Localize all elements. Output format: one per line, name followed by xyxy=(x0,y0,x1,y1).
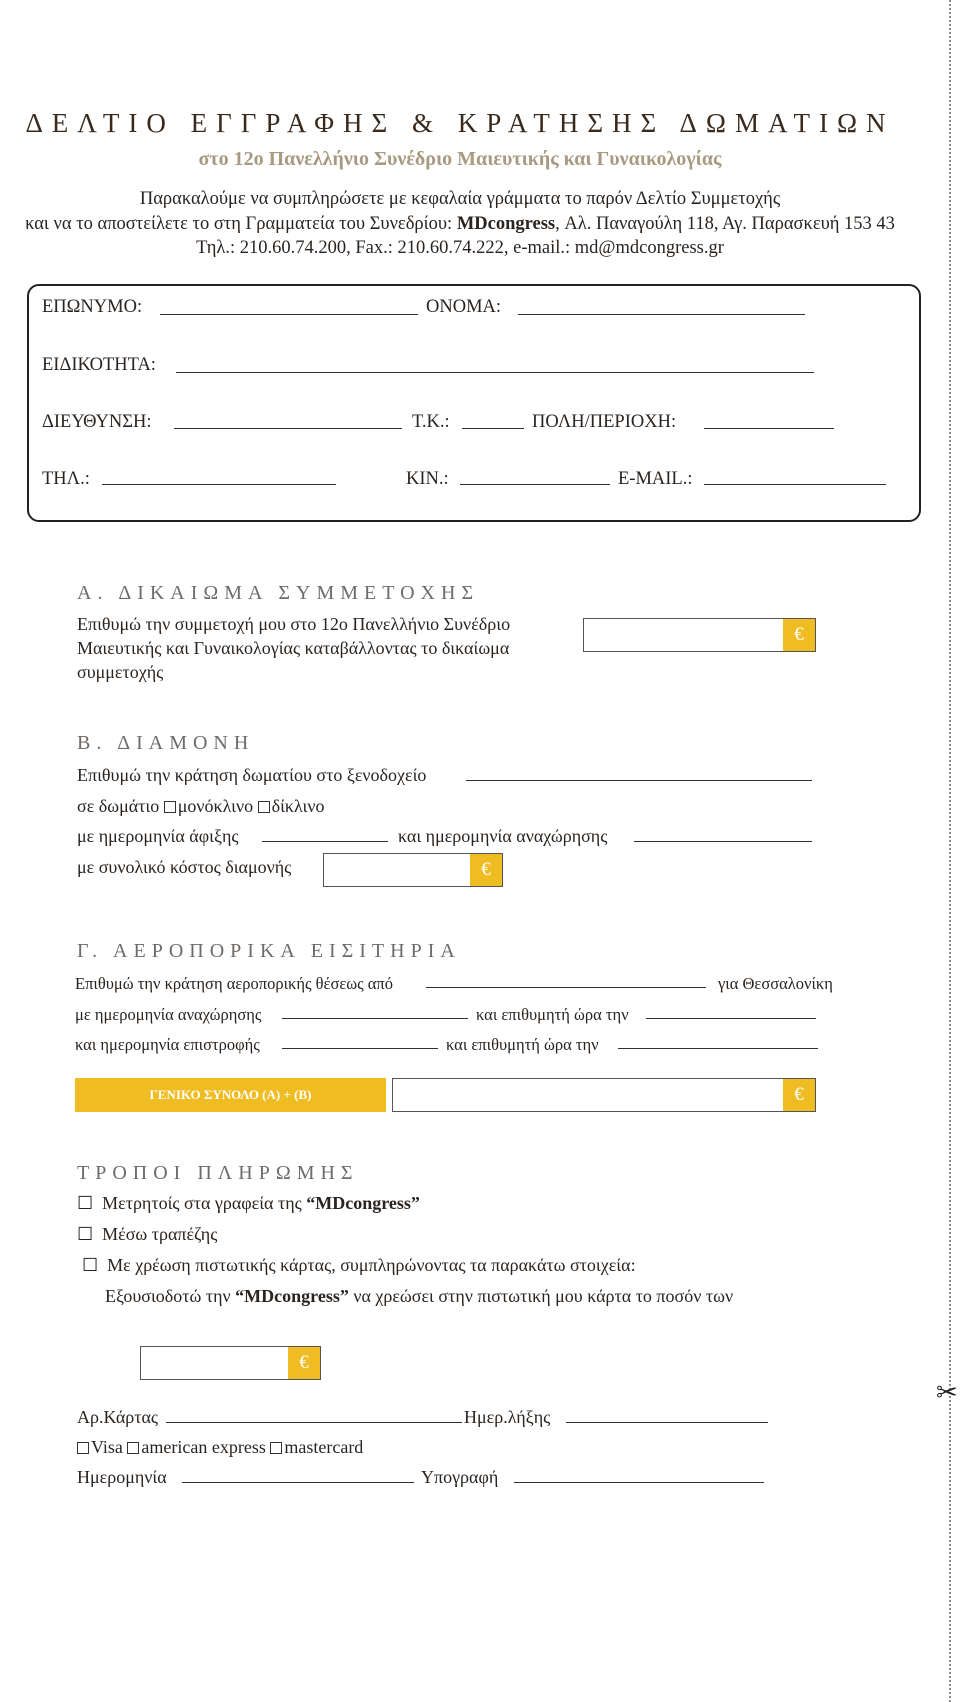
flight-departure-date-field[interactable] xyxy=(282,1018,468,1019)
phone-label: ΤΗΛ.: xyxy=(42,469,90,489)
section-b-heading: Β. ΔΙΑΜΟΝΗ xyxy=(77,732,255,754)
payment-card-option: ☐ Με χρέωση πιστωτικής κάρτας, συμπληρώνοντας τα παρακάτω στοιχεία: xyxy=(82,1255,636,1275)
date-label: Ημερομηνία xyxy=(77,1467,167,1487)
cash-checkbox[interactable]: ☐ xyxy=(77,1193,94,1213)
intro-line-1: Παρακαλούμε να συμπληρώσετε με κεφαλαία γράμματα το παρόν Δελτίο Συμμετοχής xyxy=(139,189,781,209)
intro-line-2: και να το αποστείλετε το στη Γραμματεία του Συνεδρίου: MDcongress, Αλ. Παναγούλη 118, Αγ. Παρασκευή 153 43 xyxy=(25,214,895,234)
email-field[interactable] xyxy=(704,484,886,485)
stay-cost-field[interactable] xyxy=(323,853,503,887)
phone-field[interactable] xyxy=(102,484,336,485)
section-a-heading: Α. ΔΙΚΑΙΩΜΑ ΣΥΜΜΕΤΟΧΗΣ xyxy=(77,582,480,604)
bank-checkbox[interactable]: ☐ xyxy=(77,1224,94,1244)
card-expiry-label: Ημερ.λήξης xyxy=(464,1407,551,1427)
date-field[interactable] xyxy=(182,1482,414,1483)
arrival-date-field[interactable] xyxy=(262,841,388,842)
registration-fee-field[interactable] xyxy=(583,618,816,652)
grand-total-label: ΓΕΝΙΚΟ ΣΥΝΟΛΟ (Α) + (Β) xyxy=(75,1078,386,1112)
brand-name: “MDcongress” xyxy=(306,1193,420,1213)
postcode-field[interactable] xyxy=(462,428,524,429)
mobile-label: ΚΙΝ.: xyxy=(406,469,449,489)
personal-details-box xyxy=(27,284,921,522)
flight-departure-label: με ημερομηνία αναχώρησης xyxy=(75,1005,262,1024)
double-room-checkbox[interactable] xyxy=(258,801,270,813)
euro-icon: € xyxy=(288,1347,320,1379)
payment-cash-option: ☐ Μετρητοίς στα γραφεία της “MDcongress” xyxy=(77,1193,420,1213)
card-number-label: Αρ.Κάρτας xyxy=(77,1407,159,1427)
form-subtitle: στο 12ο Πανελλήνιο Συνέδριο Μαιευτικής και Γυναικολογίας xyxy=(198,148,722,170)
surname-field[interactable] xyxy=(160,314,418,315)
payment-authorization: Εξουσιοδοτώ την “MDcongress” να χρεώσει στην πιστωτική μου κάρτα το ποσόν των xyxy=(105,1286,734,1306)
hotel-label: Επιθυμώ την κράτηση δωματίου στο ξενοδοχείο xyxy=(77,765,427,785)
hotel-field[interactable] xyxy=(466,780,812,781)
section-a-text-1: Επιθυμώ την συμμετοχή μου στο 12ο Πανελλήνιο Συνέδριο xyxy=(77,614,511,634)
section-a-text-2: Μαιευτικής και Γυναικολογίας καταβάλλοντας το δικαίωμα xyxy=(77,638,510,658)
intro-line-3: Τηλ.: 210.60.74.200, Fax.: 210.60.74.222, e-mail.: md@mdcongress.gr xyxy=(196,238,724,258)
address-field[interactable] xyxy=(174,428,402,429)
city-field[interactable] xyxy=(704,428,834,429)
amex-checkbox[interactable] xyxy=(127,1442,139,1454)
payment-bank-option: ☐ Μέσω τραπέζης xyxy=(77,1224,218,1244)
card-type-row: Visa american express mastercard xyxy=(77,1437,363,1458)
address-label: ΔΙΕΥΘΥΝΣΗ: xyxy=(42,412,152,432)
brand-name: “MDcongress” xyxy=(235,1286,349,1306)
euro-icon: € xyxy=(470,854,502,886)
euro-icon: € xyxy=(783,619,815,651)
mastercard-checkbox[interactable] xyxy=(270,1442,282,1454)
flight-departure-time-field[interactable] xyxy=(646,1018,816,1019)
flight-from-label: Επιθυμώ την κράτηση αεροπορικής θέσεως από xyxy=(75,974,394,993)
flight-return-label: και ημερομηνία επιστροφής xyxy=(75,1035,260,1054)
name-field[interactable] xyxy=(518,314,805,315)
flight-return-date-field[interactable] xyxy=(282,1048,438,1049)
city-label: ΠΟΛΗ/ΠΕΡΙΟΧΗ: xyxy=(532,412,677,432)
mobile-field[interactable] xyxy=(460,484,610,485)
flight-return-time-label: και επιθυμητή ώρα την xyxy=(446,1035,599,1054)
single-room-checkbox[interactable] xyxy=(164,801,176,813)
section-c-heading: Γ. ΑΕΡΟΠΟΡΙΚΑ ΕΙΣΙΤΗΡΙΑ xyxy=(77,940,461,962)
card-amount-field[interactable] xyxy=(140,1346,321,1380)
specialty-label: ΕΙΔΙΚΟΤΗΤΑ: xyxy=(42,355,156,375)
specialty-field[interactable] xyxy=(176,372,814,373)
flight-to-label: για Θεσσαλονίκη xyxy=(718,974,833,993)
cut-line xyxy=(949,0,951,1702)
section-a-text-3: συμμετοχής xyxy=(77,662,164,682)
grand-total-field[interactable] xyxy=(392,1078,816,1112)
euro-icon: € xyxy=(783,1079,815,1111)
flight-from-field[interactable] xyxy=(426,987,706,988)
signature-label: Υπογραφή xyxy=(421,1467,499,1487)
form-title: ΔΕΛΤΙΟ ΕΓΓΡΑΦΗΣ & ΚΡΑΤΗΣΗΣ ΔΩΜΑΤΙΩΝ xyxy=(25,108,895,138)
payment-heading: ΤΡΟΠΟΙ ΠΛΗΡΩΜΗΣ xyxy=(77,1162,359,1184)
arrival-label: με ημερομηνία άφιξης xyxy=(77,826,239,846)
flight-return-time-field[interactable] xyxy=(618,1048,818,1049)
postcode-label: Τ.Κ.: xyxy=(412,412,450,432)
surname-label: ΕΠΩΝΥΜΟ: xyxy=(42,297,143,317)
signature-field[interactable] xyxy=(514,1482,764,1483)
visa-checkbox[interactable] xyxy=(77,1442,89,1454)
departure-label: και ημερομηνία αναχώρησης xyxy=(398,826,608,846)
name-label: ΟΝΟΜΑ: xyxy=(426,297,502,317)
card-checkbox[interactable]: ☐ xyxy=(82,1255,99,1275)
card-expiry-field[interactable] xyxy=(566,1422,768,1423)
departure-date-field[interactable] xyxy=(634,841,812,842)
email-label: E-MAIL.: xyxy=(618,469,693,489)
brand-name: MDcongress xyxy=(456,214,556,234)
scissors-icon: ✂ xyxy=(936,1378,958,1407)
stay-cost-label: με συνολικό κόστος διαμονής xyxy=(77,857,292,877)
room-type-row: σε δωμάτιο μονόκλινο δίκλινο xyxy=(77,796,325,816)
flight-departure-time-label: και επιθυμητή ώρα την xyxy=(476,1005,629,1024)
card-number-field[interactable] xyxy=(166,1422,462,1423)
